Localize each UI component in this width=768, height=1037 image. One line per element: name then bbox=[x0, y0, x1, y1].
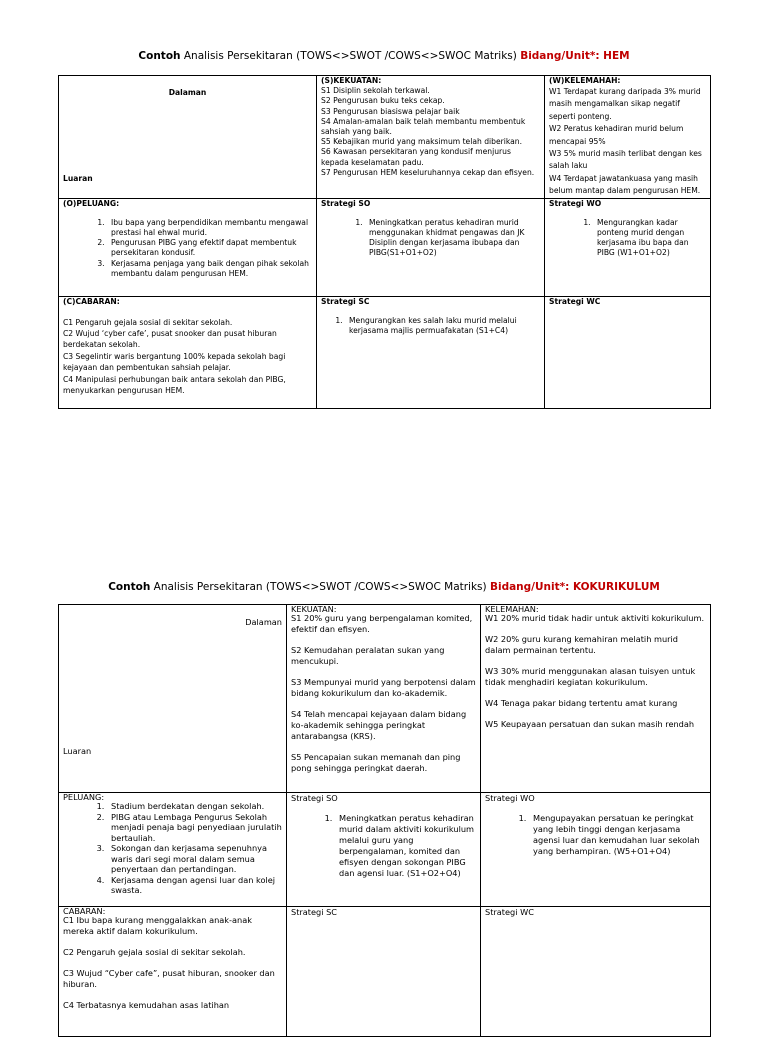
strategy-item: 1. Meningkatkan peratus kehadiran murid menggunakan khidmat pengawas dan JK Disiplin dengan kerjasama ibubapa dan PIBG(S1+O1+O2) bbox=[365, 218, 540, 259]
threat-item: C3 Segelintir waris bergantung 100% kepada sekolah bagi kejayaan dan pembentukan sahsiah pelajar. bbox=[63, 351, 286, 373]
strength-item: S7 Pengurusan HEM keseluruhannya cekap dan efisyen. bbox=[321, 167, 535, 177]
title-prefix: Contoh bbox=[108, 581, 151, 593]
opportunity-item: 3. Kerjasama penjaga yang baik dengan pihak sekolah membantu dalam pengurusan HEM. bbox=[107, 259, 312, 279]
strength-item: S2 Pengurusan buku teks cekap. bbox=[321, 96, 445, 106]
weakness-item: W2 Peratus kehadiran murid belum mencapai 95% bbox=[549, 124, 684, 146]
title-middle: Analisis Persekitaran (TOWS<>SWOT /COWS<>SWOC Matriks) bbox=[150, 581, 490, 593]
strategy-wo-heading: Strategi WO bbox=[549, 198, 602, 208]
opportunity-item: 1. Stadium berdekatan dengan sekolah. bbox=[107, 801, 282, 812]
opportunities-list bbox=[63, 218, 312, 279]
threat-item: C1 Ibu bapa kurang menggalakkan anak-anak mereka aktif dalam kokurikulum. bbox=[63, 915, 252, 936]
threats-heading: (C)CABARAN: bbox=[63, 296, 120, 306]
strength-item: S1 Disiplin sekolah terkawal. bbox=[321, 86, 430, 96]
strength-item: S2 Kemudahan peralatan sukan yang mencukupi. bbox=[291, 645, 445, 666]
strategy-wo-heading: Strategi WO bbox=[485, 793, 535, 803]
strategy-so-list bbox=[291, 813, 476, 879]
strategy-so-cell bbox=[287, 793, 481, 907]
title-prefix: Contoh bbox=[138, 50, 181, 62]
section1-title bbox=[0, 50, 768, 62]
weaknesses-cell bbox=[545, 76, 711, 199]
threat-item: C1 Pengaruh gejala sosial di sekitar sekolah. bbox=[63, 317, 233, 327]
weakness-item: W5 Keupayaan persatuan dan sukan masih rendah bbox=[485, 719, 695, 729]
strategy-wo-list bbox=[485, 813, 706, 857]
corner-cell bbox=[59, 76, 317, 199]
strategy-wo-cell bbox=[545, 198, 711, 296]
strategy-item: 1. Mengupayakan persatuan ke peringkat yang lebih tinggi dengan kerjasama agensi luar dan kemudahan luar sekolah yang berhampiran. (W5+O1+O4) bbox=[529, 813, 706, 857]
opportunities-list bbox=[63, 801, 282, 896]
weaknesses-cell bbox=[481, 605, 711, 793]
dalaman-label: Dalaman bbox=[245, 617, 282, 627]
swot-table-hem bbox=[58, 75, 711, 409]
weaknesses-heading: KELEMAHAN: bbox=[485, 604, 539, 614]
opportunity-item: 3. Sokongan dan kerjasama sepenuhnya waris dari segi moral dalam semua penyertaan dan pertandingan. bbox=[107, 843, 282, 875]
luaran-label: Luaran bbox=[63, 174, 93, 183]
luaran-label: Luaran bbox=[63, 746, 92, 756]
strategy-sc-heading: Strategi SC bbox=[321, 296, 370, 306]
strategy-so-heading: Strategi SO bbox=[321, 198, 371, 208]
weakness-item: W1 Terdapat kurang daripada 3% murid masih mengamalkan sikap negatif seperti ponteng. bbox=[549, 87, 701, 121]
opportunity-item: 1. Ibu bapa yang berpendidikan membantu mengawal prestasi hal ehwal murid. bbox=[107, 218, 312, 238]
strategy-sc-cell bbox=[287, 907, 481, 1037]
weakness-item: W3 5% murid masih terlibat dengan kes salah laku bbox=[549, 149, 702, 171]
threats-list bbox=[63, 317, 312, 397]
strength-item: S5 Pencapaian sukan memanah dan ping pong sehingga peringkat daerah. bbox=[291, 752, 461, 773]
corner-cell bbox=[59, 605, 287, 793]
strengths-heading: (S)KEKUATAN: bbox=[321, 76, 382, 85]
strategy-sc-cell bbox=[317, 296, 545, 408]
weakness-item: W2 20% guru kurang kemahiran melatih murid dalam permainan tertentu. bbox=[485, 634, 679, 655]
section2-title bbox=[0, 581, 768, 593]
strategy-wc-heading: Strategi WC bbox=[485, 907, 534, 917]
strength-item: S6 Kawasan persekitaran yang kondusif menjurus kepada keselamatan padu. bbox=[321, 147, 511, 167]
strength-item: S4 Amalan-amalan baik telah membantu membentuk sahsiah yang baik. bbox=[321, 116, 526, 137]
weakness-item: W1 20% murid tidak hadir untuk aktiviti kokurikulum. bbox=[485, 613, 705, 623]
strategy-item: 1. Mengurangkan kadar ponteng murid dengan kerjasama ibu bapa dan PIBG (W1+O1+O2) bbox=[593, 218, 706, 259]
title-middle: Analisis Persekitaran (TOWS<>SWOT /COWS<>SWOC Matriks) bbox=[180, 50, 521, 62]
weakness-item: W4 Tenaga pakar bidang tertentu amat kurang bbox=[485, 698, 678, 708]
threat-item: C2 Pengaruh gejala sosial di sekitar sekolah. bbox=[63, 947, 246, 957]
strategy-sc-list bbox=[321, 316, 540, 336]
strength-item: S3 Pengurusan biasiswa pelajar baik bbox=[321, 106, 460, 116]
strategy-sc-heading: Strategi SC bbox=[291, 907, 338, 917]
swot-table-kokurikulum bbox=[58, 604, 711, 1037]
strengths-heading: KEKUATAN: bbox=[291, 604, 337, 614]
opportunities-heading: PELUANG: bbox=[63, 792, 105, 802]
dalaman-label: Dalaman bbox=[168, 88, 207, 97]
strength-item: S3 Mempunyai murid yang berpotensi dalam bidang kokurikulum dan ko-akademik. bbox=[291, 677, 476, 698]
threat-item: C4 Manipulasi perhubungan baik antara sekolah dan PIBG, menyukarkan pengurusan HEM. bbox=[63, 374, 286, 396]
strategy-wo-cell bbox=[481, 793, 711, 907]
strategy-wo-list bbox=[549, 218, 706, 259]
weakness-item: W4 Terdapat jawatankuasa yang masih belum mantap dalam pengurusan HEM. bbox=[549, 173, 701, 196]
strength-item: S1 20% guru yang berpengalaman komited, efektif dan efisyen. bbox=[291, 613, 473, 634]
opportunities-cell bbox=[59, 793, 287, 907]
threat-item: C3 Wujud “Cyber cafe”, pusat hiburan, snooker dan hiburan. bbox=[63, 968, 275, 989]
threats-heading: CABARAN: bbox=[63, 906, 106, 916]
threat-item: C2 Wujud ‘cyber cafe’, pusat snooker dan pusat hiburan berdekatan sekolah. bbox=[63, 329, 277, 350]
strengths-cell bbox=[317, 76, 545, 199]
strengths-cell bbox=[287, 605, 481, 793]
strategy-item: 1. Mengurangkan kes salah laku murid melalui kerjasama majlis permuafakatan (S1+C4) bbox=[345, 316, 540, 336]
opportunity-item: 2. Pengurusan PIBG yang efektif dapat membentuk persekitaran kondusif. bbox=[107, 238, 312, 258]
weaknesses-heading: (W)KELEMAHAH: bbox=[549, 76, 621, 85]
threats-cell bbox=[59, 907, 287, 1037]
strategy-wc-cell bbox=[545, 296, 711, 408]
strength-item: S4 Telah mencapai kejayaan dalam bidang ko-akademik sehingga peringkat antarabangsa (KRS). bbox=[291, 709, 467, 741]
threat-item: C4 Terbatasnya kemudahan asas latihan bbox=[63, 1000, 230, 1010]
opportunity-item: 4. Kerjasama dengan agensi luar dan kolej swasta. bbox=[107, 875, 282, 896]
strategy-wc-heading: Strategi WC bbox=[549, 296, 601, 306]
threats-cell bbox=[59, 296, 317, 408]
strategy-item: 1. Meningkatkan peratus kehadiran murid dalam aktiviti kokurikulum melalui guru yang berpengalaman, komited dan efisyen dengan sokongan PIBG dan agensi luar. (S1+O2+O4) bbox=[335, 813, 476, 879]
title-unit: Bidang/Unit*: KOKURIKULUM bbox=[489, 581, 660, 593]
opportunity-item: 2. PIBG atau Lembaga Pengurus Sekolah menjadi penaja bagi penyediaan jurulatih bertauliah. bbox=[107, 812, 282, 844]
strategy-wc-cell bbox=[481, 907, 711, 1037]
strategy-so-cell bbox=[317, 198, 545, 296]
weakness-item: W3 30% murid menggunakan alasan tuisyen untuk tidak menghadiri kegiatan kokurikulum. bbox=[485, 666, 696, 687]
strategy-so-heading: Strategi SO bbox=[291, 793, 338, 803]
strategy-so-list bbox=[321, 218, 540, 259]
title-unit: Bidang/Unit*: HEM bbox=[520, 50, 630, 62]
opportunities-heading: (O)PELUANG: bbox=[63, 198, 120, 208]
strength-item: S5 Kebajikan murid yang maksimum telah diberikan. bbox=[321, 137, 523, 147]
opportunities-cell bbox=[59, 198, 317, 296]
